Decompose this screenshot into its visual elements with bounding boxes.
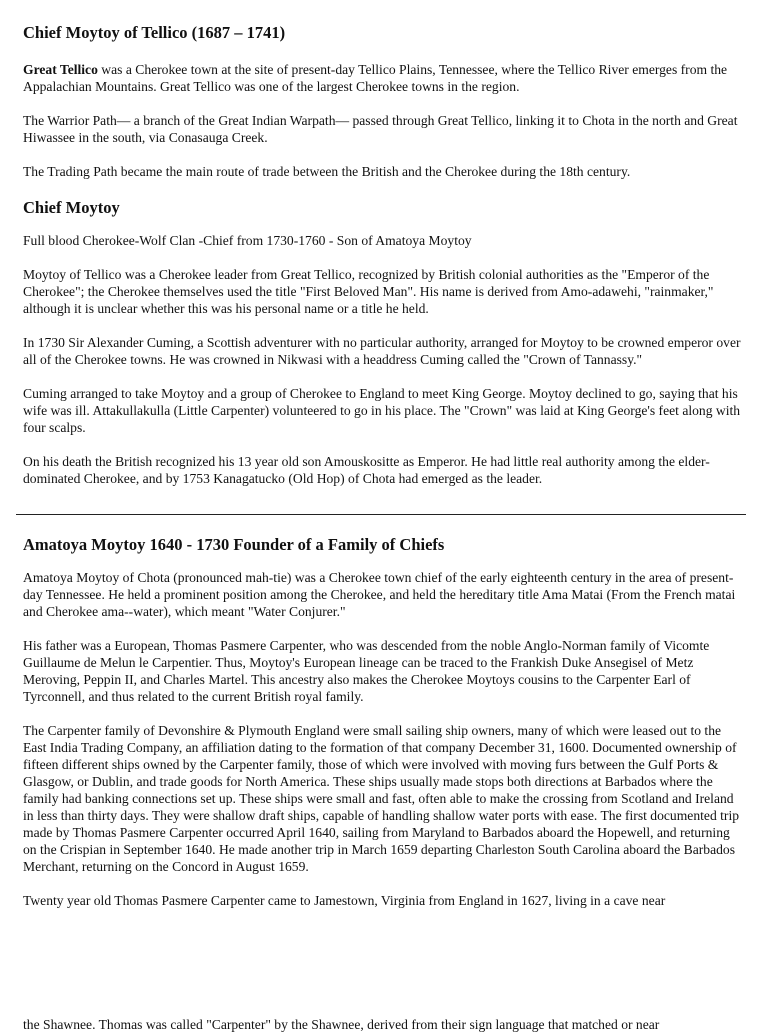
paragraph-moytoy-emperor: Moytoy of Tellico was a Cherokee leader from Great Tellico, recognized by British colonial authorities as the "Emperor of the Cherokee"; the Cherokee themselves used the title "First Beloved Man". His name is derived from Amo-adawehi, "rainmaker," although it is unclear whether this was his personal name or a title he held. [23, 267, 714, 316]
paragraph-moytoy-lineage: Full blood Cherokee-Wolf Clan -Chief from 1730-1760 - Son of Amatoya Moytoy [23, 233, 472, 248]
paragraph-jamestown: Twenty year old Thomas Pasmere Carpenter came to Jamestown, Virginia from England in 1627, living in a cave near [23, 893, 666, 908]
paragraph-moytoy-death: On his death the British recognized his 13 year old son Amouskositte as Emperor. He had little real authority among the elder-dominated Cherokee, and by 1753 Kanagatucko (Old Hop) of Chota had emerged as the leader. [23, 454, 710, 486]
paragraph-great-tellico-text: was a Cherokee town at the site of present-day Tellico Plains, Tennessee, where the Tellico River emerges from the Appalachian Mountains. Great Tellico was one of the largest Cherokee towns in the region. [23, 62, 728, 94]
paragraph-trading-path: The Trading Path became the main route of trade between the British and the Cherokee during the 18th century. [23, 164, 631, 179]
heading-chief-moytoy: Chief Moytoy [23, 198, 120, 217]
paragraph-carpenter-lineage: His father was a European, Thomas Pasmere Carpenter, who was descended from the noble Anglo-Norman family of Vicomte Guillaume de Melun le Carpentier. Thus, Moytoy's European lineage can be traced to the Frankish Duke Ansegisel of Metz Meroving, Peppin II, and Charles Martel. This ancestry also makes the Cherokee Moytoys cousins to the Carpenter Earl of Tyrconnell, and thus related to the current British royal family. [23, 638, 710, 704]
document-content-top [23, 22, 745, 487]
paragraph-england-trip: Cuming arranged to take Moytoy and a group of Cherokee to England to meet King George. Moytoy declined to go, saying that his wife was ill. Attakullakulla (Little Carpenter) volunteered to go in his place. The "Crown" was laid at King George's feet along with four scalps. [23, 386, 741, 435]
section-divider [16, 514, 746, 515]
paragraph-amatoya-chota: Amatoya Moytoy of Chota (pronounced mah-tie) was a Cherokee town chief of the early eighteenth century in the area of present-day Tennessee. He held a prominent position among the Cherokee, and held the hereditary title Ama Matai (From the French matai and Cherokee ama--water), which meant "Water Conjurer." [23, 570, 736, 619]
paragraph-carpenter-ships: The Carpenter family of Devonshire & Plymouth England were small sailing ship owners, many of which were leased out to the East India Trading Company, an affiliation dating to the formation of that company December 31, 1600. Documented ownership of fifteen different ships owned by the Carpenter family, those of which were involved with moving furs between the Gulf Ports & Glasgow, or Dublin, and trade goods for North America. These ships usually made stops both directions at Barbados where the family had banking connections set up. These ships were small and fast, often able to make the crossing from Scotland and Ireland in less than thirty days. They were shallow draft ships, capable of handling shallow water ports with ease. The first documented trip made by Thomas Pasmere Carpenter occurred April 1640, sailing from Maryland to Barbados aboard the Hopewell, and returning on the Crispian in September 1640. He made another trip in March 1659 departing Charleston South Carolina aboard the Barbados Merchant, returning on the Concord in August 1659. [23, 723, 740, 874]
bold-term-great-tellico: Great Tellico [23, 62, 98, 77]
paragraph-great-tellico [23, 61, 745, 95]
paragraph-cuming-crown: In 1730 Sir Alexander Cuming, a Scottish adventurer with no particular authority, arranged for Moytoy to be crowned emperor over all of the Cherokee towns. He was crowned in Nikwasi with a headdress Cuming called the "Crown of Tannassy." [23, 335, 741, 367]
page-title: Chief Moytoy of Tellico (1687 – 1741) [23, 23, 286, 42]
paragraph-warrior-path: The Warrior Path— a branch of the Great Indian Warpath— passed through Great Tellico, linking it to Chota in the north and Great Hiwassee in the south, via Conasauga Creek. [23, 113, 738, 145]
paragraph-cutoff-line: the Shawnee. Thomas was called "Carpenter" by the Shawnee, derived from their sign language that matched or near [23, 1017, 660, 1032]
document-content-amatoya [23, 534, 745, 909]
heading-amatoya-moytoy: Amatoya Moytoy 1640 - 1730 Founder of a Family of Chiefs [23, 535, 445, 554]
